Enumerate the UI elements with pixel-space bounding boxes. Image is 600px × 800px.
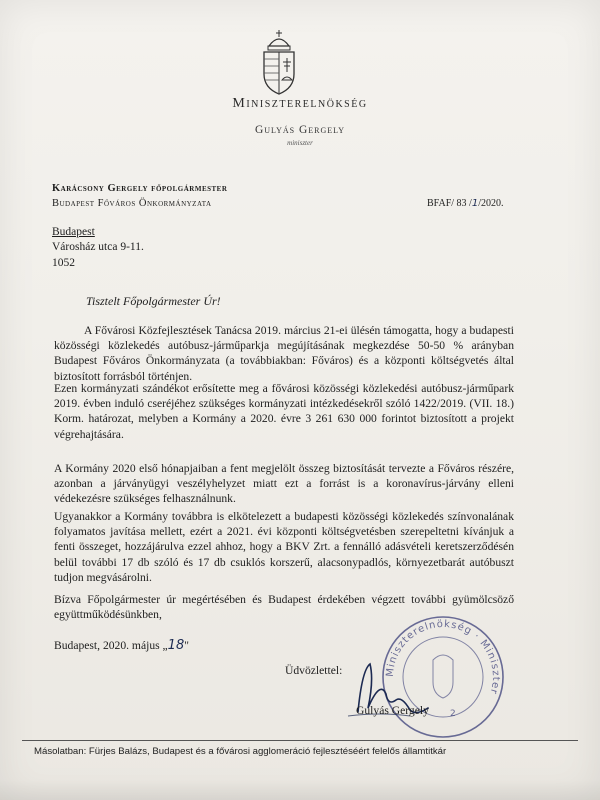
- body-paragraph-3: A Kormány 2020 első hónapjaiban a fent megjelölt összeg biztosítását tervezte a Főváros részére, azonban a járványügyi veszélyhelyzet miatt ezt a forrást is a koronavírus-járvány elleni védekezésre szükséges felhasználnunk.: [54, 462, 514, 506]
- signer-name: Gulyás Gergely: [356, 704, 429, 717]
- reference-suffix: /2020.: [478, 198, 504, 209]
- date-day-handwritten: 18: [167, 638, 185, 653]
- address-zip: 1052: [52, 257, 75, 269]
- footer-divider: [22, 740, 578, 741]
- date-line: [54, 638, 189, 653]
- office-title: Miniszterelnökség: [232, 96, 368, 111]
- reference-prefix: BFAF/ 83 /: [427, 198, 472, 209]
- reference-number: [427, 198, 504, 209]
- body-paragraph-5: Bízva Főpolgármester úr megértésében és Budapest érdekében végzett további gyümölcsöző együttműködésünkben,: [54, 593, 514, 622]
- page-bottom-shadow: [0, 780, 600, 800]
- date-suffix: ": [184, 639, 189, 652]
- stamp-number: 2: [450, 709, 456, 719]
- address-street: Városház utca 9-11.: [52, 241, 144, 253]
- greeting: Üdvözlettel:: [285, 664, 343, 677]
- body-paragraph-1: A Fővárosi Közfejlesztések Tanácsa 2019. március 21-ei ülésén támogatta, hogy a budapesti közösségi közlekedés autóbusz-járműparkja megújításának megkezdése 50-50 % arányban Budapest Főváros Önkormányzata (a továbbiakban: Főváros) és a központi költségvetés által biztosított forrásból történjen.: [54, 324, 514, 383]
- minister-role: miniszter: [287, 139, 313, 147]
- reference-handwritten-number: 1: [471, 198, 479, 209]
- copy-recipients: Másolatban: Fürjes Balázs, Budapest és a fővárosi agglomeráció fejlesztéséért felelős államtitkár: [34, 746, 447, 757]
- handwritten-signature: [340, 650, 440, 730]
- date-prefix: Budapest, 2020. május „: [54, 639, 168, 652]
- hungarian-coat-of-arms-icon: [254, 28, 304, 96]
- stamp-text: Miniszterelnökség · Miniszter: [384, 618, 502, 696]
- body-paragraph-2: Ezen kormányzati szándékot erősítette meg a fővárosi közösségi közlekedési autóbusz-járműpark 2019. évben induló cseréjéhez szükséges kormányzati intézkedésekről szóló 1422/2019. (VII. 18.) Korm. határozat, melyben a Kormány a 2020. évre 3 261 630 000 forintot biztosított a projekt végrehajtására.: [54, 382, 514, 441]
- minister-name: Gulyás Gergely: [254, 124, 346, 136]
- addressee-name: Karácsony Gergely főpolgármester: [52, 183, 228, 194]
- salutation: Tisztelt Főpolgármester Úr!: [86, 294, 221, 308]
- addressee-organization: Budapest Főváros Önkormányzata: [52, 198, 212, 209]
- body-paragraph-4: Ugyanakkor a Kormány továbbra is elkötelezett a budapesti közösségi közlekedés színvonalának folyamatos javítása mellett, ezért a 2021. évi központi költségvetésben szerepeltetni kívánjuk a fenti összeget, hozzájárulva ezzel ahhoz, hogy a BKV Zrt. a fennálló adásvételi keretszerződésén belül további 17 db szóló és 17 db csuklós korszerű, alacsonypadlós, környezetbarát autóbuszt tudjon megvásárolni.: [54, 510, 514, 584]
- address-city: Budapest: [52, 226, 95, 238]
